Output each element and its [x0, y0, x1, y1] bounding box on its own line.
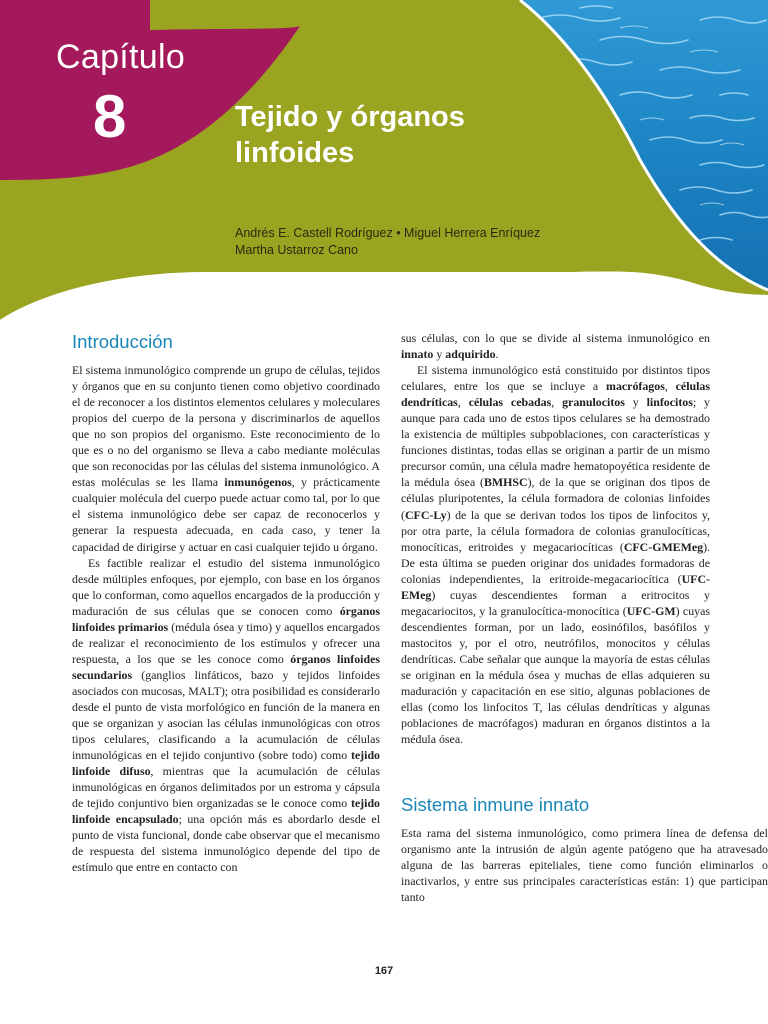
bold-term: UFC-GM [626, 603, 676, 618]
bold-term: órganos linfoides secundarios [72, 651, 380, 682]
text-run: ) cuyas descendientes forman, por un lado, eosinófilos, basófilos y mastocitos y, por el otro, neutrófilos, monocitos y células dendríticas. Cabe señalar que aunque la mayoría de estas células se originan en la médula ósea y muchas de ellas adquieren su maduración y capacitación en ese sitio, algunas poblaciones de ellas (como los linfocitos T, las células dendríticas y algunas poblaciones de macrófagos) maduran en órganos distintos a la médula ósea. [401, 603, 710, 747]
text-run: ). De esta última se pueden originar dos unidades formadoras de colonias independientes, la eritroide-megacariocítica ( [401, 539, 710, 586]
text-run: (ganglios linfáticos, bazo y tejidos linfoides asociados con mucosas, MALT); otra posibilidad es considerarlo desde el punto de vista morfológico en función de la manera en que se organizan y asocian las células inmunológicas con otros tipos celulares, clasificando a la acumulación de células inmunológicas en el tejido conjuntivo (sobre todo) como [72, 667, 380, 763]
intro-paragraph-1 [72, 362, 380, 555]
bold-term: tejido linfoide difuso [72, 748, 380, 779]
text-run: y [624, 395, 647, 410]
intro-paragraph-2 [72, 555, 380, 876]
innate-text-block [401, 825, 768, 905]
bold-term: inmunógenos [224, 475, 292, 490]
text-run: , y prácticamente cualquier molécula del cuerpo puede actuar como tal, por lo que el sistema inmunológico debe ser capaz de reconocerlos y generar la respuesta adecuada, en cada caso, y tener la capacidad de dirigirse y actuar en casi cualquier tejido u órgano. [72, 475, 380, 554]
text-run: ), de la que se originan dos tipos de células pluripotentes, la célula formadora de colonias linfoides ( [401, 475, 710, 522]
text-run: , [551, 395, 563, 410]
text-run: y [433, 347, 446, 362]
text-run: ; y aunque para cada uno de estos tipos celulares se ha demostrado la existencia de múltiples subpoblaciones, con características y funciones distintas, todas ellas se originan a partir de un mismo precursor común, una célula madre hematopoyética residente de la médula ósea ( [401, 395, 711, 490]
intro-heading: Introducción [72, 331, 173, 352]
right-column-text [401, 330, 710, 747]
chapter-number: 8 [93, 83, 127, 150]
left-column-text [72, 362, 380, 876]
bold-term: granulocitos [562, 395, 625, 410]
chapter-authors [235, 225, 540, 259]
bold-term: células cebadas [468, 395, 552, 410]
bold-term: células dendríticas [401, 379, 710, 410]
chapter-title-line-1: Tejido y órganos [235, 101, 465, 133]
bold-term: UFC-EMeg [401, 571, 710, 602]
text-run: . [495, 347, 499, 362]
bold-term: macrófagos [606, 379, 665, 394]
text-run: El sistema inmunológico está constituido por distintos tipos celulares, entre los que se incluye a [401, 363, 710, 394]
page-number: 167 [374, 965, 394, 977]
chapter-title-line-2: linfoides [235, 137, 355, 169]
intro-paragraph-2-continued [401, 330, 710, 362]
text-run: , [664, 379, 676, 394]
text-run: (médula ósea y timo) y aquellos encargados de realizar el reconocimiento de los estímulos y ofrecer una respuesta, a los que se les conoce como [72, 619, 381, 666]
text-run: ) de la que se derivan todos los tipos de linfocitos y, por otra parte, la célula formadora de colonias granulocíticas, monocíticas, eritroides y megacariocíticas ( [401, 507, 710, 554]
bold-term: órganos linfoides primarios [72, 603, 380, 634]
authors-line-1: Andrés E. Castell Rodríguez • Miguel Herrera Enríquez [235, 226, 541, 240]
bold-term: BMHSC [483, 475, 528, 490]
text-run: ; una opción más es abordarlo desde el punto de vista funcional, donde cabe observar que el mecanismo de respuesta del sistema inmunológico depende del tipo de estímulo que entre en contacto con [72, 812, 380, 875]
text-run: Esta rama del sistema inmunológico, como primera línea de defensa del organismo ante la intrusión de algún agente patógeno que ha atravesado alguna de las barreras epiteliales, tiene como función eliminarlos o inactivarlos, y entre sus principales características están: 1) que participan tanto [401, 826, 768, 905]
bold-term: adquirido [445, 347, 496, 362]
bold-term: innato [401, 347, 434, 362]
bold-term: CFC-GMEMeg [623, 539, 704, 554]
text-run: El sistema inmunológico comprende un grupo de células, tejidos y órganos que en su conjunto tienen como objetivo coordinado el de reconocer a los distintos elementos celulares y moleculares propios del cuerpo de la persona y discriminarlos de aquellos que no son propios del organismo. Este reconocimiento de lo que es o no del organismo se lleva a cabo mediante moléculas que son reconocidas por las células del sistema inmunológico. A estas moléculas se les llama [72, 363, 380, 490]
text-run: Es factible realizar el estudio del sistema inmunológico desde múltiples enfoques, por ejemplo, con base en los órganos que lo conforman, como aquellos encargados de la producción y maduración de sus células que se conocen como [72, 555, 380, 618]
chapter-label: Capítulo [56, 38, 186, 76]
text-run: , mientras que la acumulación de células inmunológicas en órganos delimitados por un estroma y cápsula de tejido conjuntivo bien organizadas se le conoce como [72, 764, 380, 811]
innate-paragraph-1 [401, 825, 768, 905]
chapter-title [235, 99, 555, 171]
text-run: , [457, 395, 469, 410]
bold-term: linfocitos [646, 395, 693, 410]
text-run: ) cuyas descendientes forman a eritrocitos y megacariocitos, y la granulocítica-monocítica ( [401, 587, 710, 618]
bold-term: CFC-Ly [404, 507, 447, 522]
authors-line-2: Martha Ustarroz Cano [235, 243, 358, 257]
bold-term: tejido linfoide encapsulado [72, 796, 380, 827]
innate-system-heading: Sistema inmune innato [401, 794, 590, 815]
text-run: sus células, con lo que se divide al sistema inmunológico en [401, 331, 710, 345]
intro-paragraph-3 [401, 362, 710, 747]
